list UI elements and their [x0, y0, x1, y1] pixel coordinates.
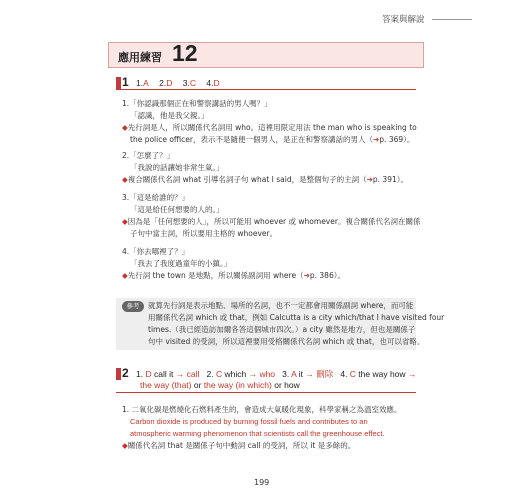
reference-badge: 參考 — [122, 301, 144, 312]
item-explanation — [122, 270, 345, 282]
question-2-marker — [116, 368, 130, 380]
question-1-marker — [116, 77, 130, 89]
answer-key: 4. — [340, 369, 348, 379]
answer-key: 1. — [136, 369, 144, 379]
answer-value: A — [291, 369, 297, 379]
explanation-text: 先行詞 the town 是地點，所以關係副詞用 where（ — [127, 271, 304, 280]
bullet-icon: ◆ — [122, 175, 128, 184]
section-number: 12 — [172, 40, 198, 66]
corrected-phrase: call — [186, 369, 200, 379]
corrected-phrase: the way (in which) — [203, 380, 272, 390]
item-explanation — [122, 440, 355, 452]
connector-text: or — [193, 380, 202, 390]
explanation-text: the police officer，表示不是隨便一個男人，是正在和警察講話的男人（ — [130, 135, 373, 144]
header-rule — [432, 19, 472, 20]
item-explanation — [122, 216, 420, 228]
item-translation: 1. 二氧化碳是燃燒化石燃料產生的，會造成大氣暖化現象，科學家稱之為溫室效應。 — [122, 405, 402, 414]
explanation-text: 複合關係代名詞 what 引導名詞子句 what I said，是整個句子的主詞（ — [127, 175, 367, 184]
item-answer: 「我說的話讓她非常生氣。」 — [130, 163, 224, 172]
pointer-icon: ➜ — [303, 271, 310, 280]
pointer-icon: ➜ — [366, 175, 373, 184]
note-line: 句中 visited 的受詞，所以這裡要用受格關係代名詞 which 或 that，也可以省略。 — [148, 337, 425, 346]
explanation-text: 因為是「任何想要的人」，所以可能用 whoever 或 whomever。複合關係代名詞在關係 — [127, 217, 421, 226]
question-number: 1 — [122, 75, 129, 89]
item-answer: 「我去了我度過童年的小鎮。」 — [130, 259, 232, 268]
item-corrected-sentence: Carbon dioxide is produced by burning fossil fuels and contributes to an — [130, 417, 368, 426]
right-arrow-icon: → — [305, 369, 314, 379]
item-question: 4.「你去哪裡了？」 — [122, 247, 190, 256]
bullet-icon: ◆ — [122, 271, 128, 280]
page-number: 199 — [254, 478, 270, 487]
answer-key: 3. — [282, 369, 290, 379]
answer-key: 3. — [182, 78, 190, 88]
pointer-icon: ➜ — [373, 135, 380, 144]
bullet-icon: ◆ — [122, 123, 128, 132]
item-explanation — [122, 122, 417, 134]
right-arrow-icon: → — [248, 369, 258, 379]
item-explanation-cont — [130, 134, 414, 146]
section-label: 應用練習 — [118, 51, 162, 64]
corrected-phrase: 刪除 — [316, 369, 334, 379]
page-reference: p. 391）。 — [372, 175, 409, 184]
explanation-text: 先行詞是人，所以關係代名詞用 who。這裡用限定用法 the man who is speaking to — [127, 123, 417, 132]
question-1-rule — [116, 89, 416, 90]
answer-value: C — [349, 369, 356, 379]
original-phrase: it — [298, 369, 303, 379]
item-explanation-cont: 子句中當主詞，所以要用主格的 whoever。 — [130, 229, 278, 238]
marker-bar — [116, 77, 121, 89]
corrected-phrase: who — [259, 369, 276, 379]
note-line: times.（我已經造訪加爾各答這個城市四次。）a city 雖然是地方，但也是關係子 — [148, 325, 416, 334]
running-header: 答案與解說 — [382, 15, 425, 25]
question-2-answers-line2 — [140, 380, 300, 390]
marker-bar — [116, 368, 121, 380]
question-2-answers-line1 — [136, 368, 416, 380]
page-reference: p. 386）。 — [309, 271, 345, 280]
answer-value: A — [143, 78, 149, 88]
explanation-text: 關係代名詞 that 是關係子句中動詞 call 的受詞，所以 it 是多餘的。 — [127, 441, 356, 450]
question-number: 2 — [122, 366, 129, 380]
item-corrected-sentence: atmospheric warming phenomenon that scientists call the greenhouse effect. — [130, 429, 385, 438]
bullet-icon: ◆ — [122, 441, 128, 450]
answer-value: D — [213, 78, 220, 88]
item-question: 2.「怎麼了？」 — [122, 151, 175, 160]
answer-key: 2. — [206, 369, 214, 379]
page-reference: p. 369）。 — [379, 135, 415, 144]
answer-value: D — [166, 78, 173, 88]
original-phrase: which — [224, 369, 247, 379]
answer-value: C — [215, 369, 223, 379]
answer-key: 2. — [159, 78, 167, 88]
item-answer: 「認識，他是我父親。」 — [130, 111, 209, 120]
original-phrase: call it — [153, 369, 174, 379]
answer-value: C — [189, 78, 196, 88]
answer-key: 4. — [206, 78, 214, 88]
item-question: 3.「這是給誰的？」 — [122, 193, 190, 202]
note-line: 用關係代名詞 which 或 that，例如 Calcutta is a city which/that I have visited four — [148, 313, 445, 322]
answer-value: D — [145, 369, 152, 379]
original-phrase: the way how — [358, 369, 406, 379]
connector-text: or — [274, 380, 282, 390]
note-line: 就算先行詞是表示地點、場所的名詞，也不一定都會用關係副詞 where，而可能 — [148, 301, 414, 310]
right-arrow-icon: → — [175, 369, 185, 379]
right-arrow-icon: → — [407, 369, 417, 379]
question-1-answers — [136, 78, 220, 88]
item-explanation — [122, 174, 408, 186]
question-2-rule — [116, 392, 416, 393]
original-phrase: how — [284, 380, 300, 390]
corrected-phrase: the way (that) — [140, 380, 192, 390]
bullet-icon: ◆ — [122, 217, 128, 226]
answer-key: 1. — [136, 78, 144, 88]
item-question: 1.「你認識那個正在和警察講話的男人嗎？」 — [122, 99, 272, 108]
item-answer: 「這是給任何想要的人的。」 — [130, 205, 224, 214]
